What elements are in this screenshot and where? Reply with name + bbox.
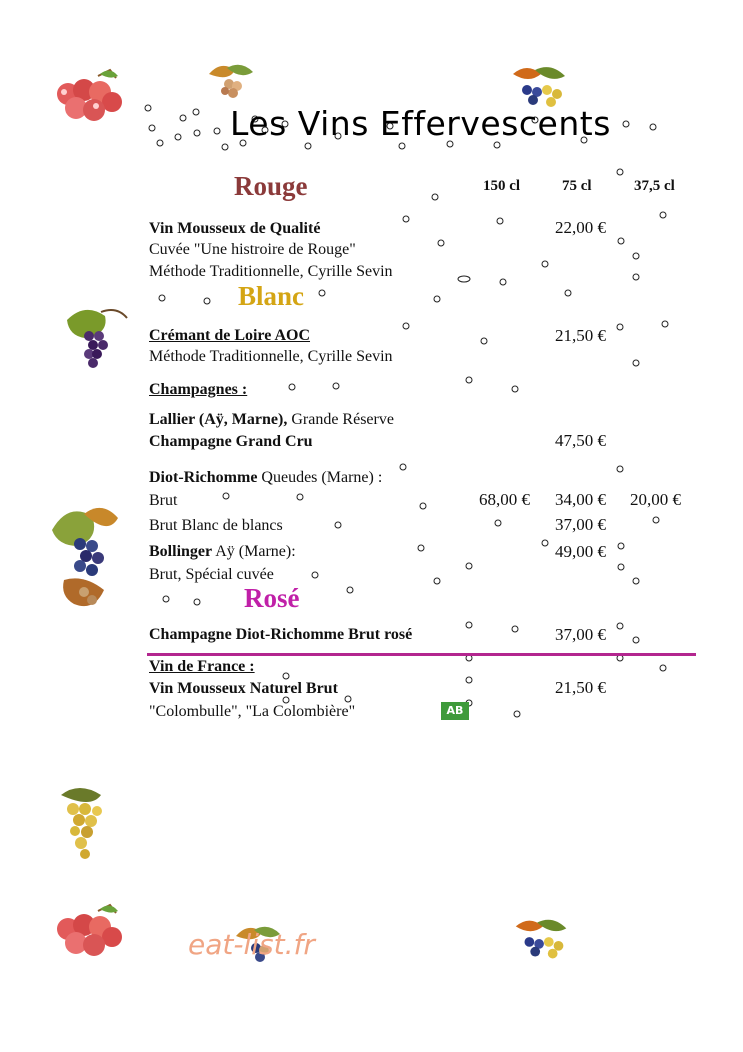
section-divider	[147, 653, 696, 656]
section-heading-rose: Rosé	[244, 583, 300, 613]
rose-wine-price-75cl: 37,00 €	[555, 625, 606, 644]
lallier-name	[149, 410, 394, 430]
bollinger-cuvee: Brut, Spécial cuvée	[149, 566, 274, 583]
cremant-name: Crémant de Loire AOC	[149, 327, 311, 344]
rouge-wine-method: Méthode Traditionnelle, Cyrille Sevin	[149, 263, 393, 280]
lallier-price-75cl: 47,50 €	[555, 431, 606, 450]
lallier-cuvee: Grande Réserve	[287, 411, 394, 428]
section-heading-blanc: Blanc	[238, 281, 305, 311]
lallier-appellation: Champagne Grand Cru	[149, 433, 313, 450]
column-header-75cl: 75 cl	[562, 178, 592, 194]
vdf-wine-cuvee: "Colombulle", "La Colombière"	[149, 703, 356, 720]
rouge-wine-name: Vin Mousseux de Qualité	[149, 220, 321, 237]
column-header-37cl: 37,5 cl	[634, 178, 675, 194]
bollinger-location: Aÿ (Marne):	[212, 543, 296, 560]
diot-producer: Diot-Richomme	[149, 469, 258, 486]
diot-brut: Brut	[149, 492, 178, 509]
site-watermark: eat-list.fr	[188, 928, 315, 961]
cremant-method: Méthode Traditionnelle, Cyrille Sevin	[149, 348, 393, 365]
bollinger-name	[149, 542, 296, 562]
diot-brut-price-150cl: 68,00 €	[479, 490, 530, 509]
rouge-wine-cuvee: Cuvée "Une histroire de Rouge"	[149, 241, 356, 258]
diot-location: Queudes (Marne) :	[257, 469, 383, 486]
organic-ab-logo: AB	[441, 702, 469, 720]
bollinger-producer: Bollinger	[149, 543, 213, 560]
page-title: Les Vins Effervescents	[230, 104, 611, 143]
champagnes-heading: Champagnes :	[149, 381, 248, 398]
cremant-price-75cl: 21,50 €	[555, 326, 606, 345]
diot-name	[149, 468, 382, 488]
rose-wine-name: Champagne Diot-Richomme Brut rosé	[149, 626, 413, 643]
rouge-wine-price-75cl: 22,00 €	[555, 218, 606, 237]
diot-brut-price-37cl: 20,00 €	[630, 490, 681, 509]
column-header-150cl: 150 cl	[483, 178, 521, 194]
section-heading-rouge: Rouge	[234, 171, 308, 201]
diot-blanc-de-blancs: Brut Blanc de blancs	[149, 517, 283, 534]
diot-blanc-de-blancs-price-75cl: 37,00 €	[555, 515, 606, 534]
bollinger-price-75cl: 49,00 €	[555, 542, 606, 561]
vdf-wine-name: Vin Mousseux Naturel Brut	[149, 680, 338, 697]
lallier-producer: Lallier (Aÿ, Marne),	[149, 411, 288, 428]
vdf-wine-price-75cl: 21,50 €	[555, 678, 606, 697]
vin-de-france-heading: Vin de France :	[149, 658, 255, 675]
diot-brut-price-75cl: 34,00 €	[555, 490, 606, 509]
